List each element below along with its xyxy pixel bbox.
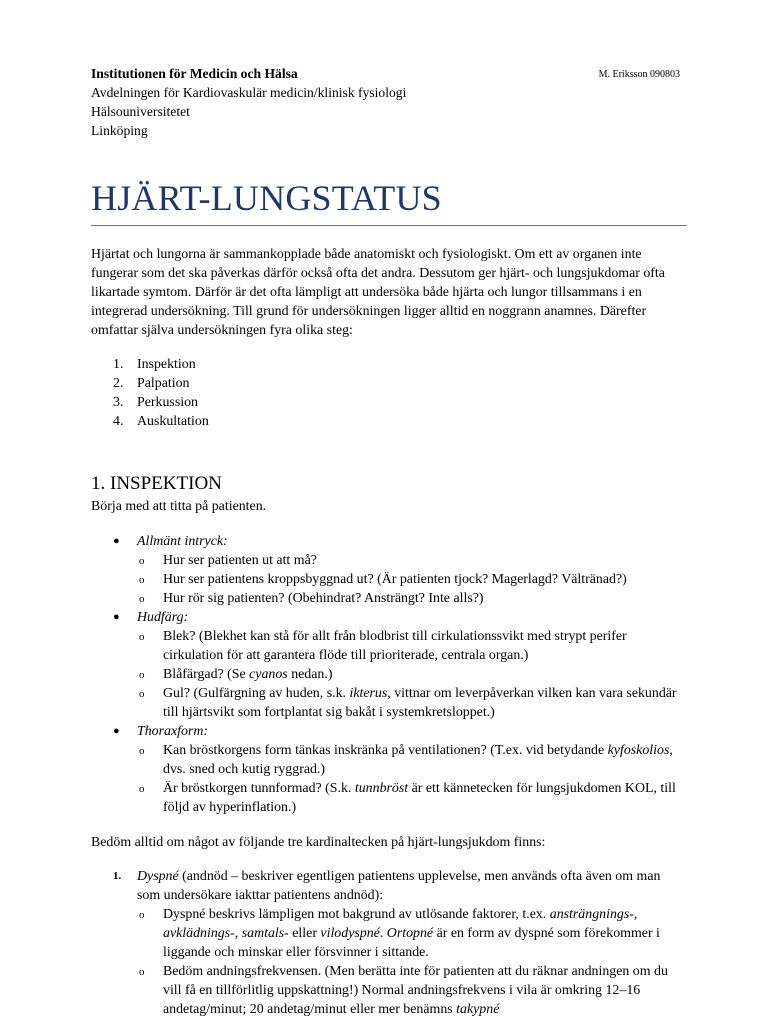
circle-bullet-icon: o	[139, 783, 145, 795]
sub-list-item: o Hur ser patienten ut att må?	[127, 551, 687, 570]
circle-bullet-icon: o	[139, 669, 145, 681]
document-title: HJÄRT-LUNGSTATUS	[91, 177, 687, 226]
sub-list-item: o Blek? (Blekhet kan stå för allt från blodbrist till cirkulationssvikt med strypt perifer cirkulation för att garantera flöde till prioriterade, centrala organ.)	[139, 629, 627, 663]
circle-bullet-icon: o	[139, 909, 145, 921]
university-name: Hälsouniversitetet	[91, 104, 190, 119]
document-page	[91, 64, 687, 1019]
sub-list-item: o Bedöm andningsfrekvensen. (Men berätta inte för patienten att du räknar andningen om du vill få en tillförlitlig uppskattning!) Normal andningsfrekvens i vila är omkring 12–16 andetag/minut; 20 andetag/minut eller mer benämns takypné	[139, 964, 668, 1017]
bullet-label: Thoraxform:	[137, 724, 208, 739]
sub-list-item: o Hur rör sig patienten? (Obehindrat? Ansträngt? Inte alls?)	[127, 589, 687, 608]
circle-bullet-icon: o	[139, 593, 145, 605]
bullet-icon: ●	[113, 535, 120, 547]
department-name: Avdelningen för Kardiovaskulär medicin/klinisk fysiologi	[91, 85, 407, 100]
kardinal-paragraph: Bedöm alltid om något av följande tre kardinaltecken på hjärt-lungsjukdom finns:	[91, 835, 546, 850]
list-item: 4. Auskultation	[113, 414, 209, 429]
circle-bullet-icon: o	[139, 966, 145, 978]
list-item: 2. Palpation	[113, 376, 190, 391]
inspection-bullets	[91, 532, 687, 817]
sub-list	[137, 905, 687, 1019]
sub-list	[137, 627, 687, 722]
circle-bullet-icon: o	[139, 574, 145, 586]
exam-steps-list	[91, 355, 687, 431]
sign-term: Dyspné	[137, 869, 179, 884]
bullet-icon: ●	[113, 725, 120, 737]
list-item	[91, 608, 687, 722]
sub-list-item: o Blåfärgad? (Se cyanos nedan.)	[127, 665, 687, 684]
sub-list-item: o Kan bröstkorgens form tänkas inskränka på ventilationen? (T.ex. vid betydande kyfoskolios, dvs. sned och kutig ryggrad.)	[139, 743, 673, 777]
bullet-icon: ●	[113, 611, 120, 623]
circle-bullet-icon: o	[139, 631, 145, 643]
circle-bullet-icon: o	[139, 688, 145, 700]
city-name: Linköping	[91, 123, 148, 138]
sub-list-item: o Dyspné beskrivs lämpligen mot bakgrund av utlösande faktorer, t.ex. ansträngnings-, avklädnings-, samtals- eller vilodyspné. Ortopné är en form av dyspné som förekommer i liggande och minskar eller försvinner i sittande.	[139, 907, 660, 960]
sub-list-item: o Gul? (Gulfärgning av huden, s.k. ikterus, vittnar om leverpåverkan vilken kan vara sekundär till hjärtsvikt som fortplantat sig bakåt i systemkretsloppet.)	[139, 686, 677, 720]
list-item: 1. Dyspné (andnöd – beskriver egentligen patientens upplevelse, men används ofta även om man som undersökare iakttar patientens andnöd): o Dyspné beskrivs lämpligen mot bakgrund av utlösande faktorer, t.ex. ansträngnings-, avklädnings-, samtals- eller vilodyspné. Ortopné är en form av dyspné som förekommer i liggande och minskar eller försvinner i sittande. o Bedöm andningsfrekvensen. (Men berätta inte för patienten att du räknar andningen om du vill få en tillförlitlig uppskattning!) Normal andningsfrekvens i vila är omkring 12–16 andetag/minut; 20 andetag/minut eller mer benämns takypné	[91, 867, 687, 1019]
list-item: 1. Inspektion	[113, 357, 196, 372]
list-item: 3. Perkussion	[113, 395, 198, 410]
circle-bullet-icon: o	[139, 555, 145, 567]
bullet-label: Hudfärg:	[137, 610, 189, 625]
sub-list-item: o Hur ser patientens kroppsbyggnad ut? (Är patienten tjock? Magerlagd? Vältränad?)	[127, 570, 687, 589]
bullet-label: Allmänt intryck:	[137, 534, 228, 549]
list-item	[91, 722, 687, 817]
institution-name: Institutionen för Medicin och Hälsa	[91, 66, 298, 81]
sub-list-item: o Är bröstkorgen tunnformad? (S.k. tunnbröst är ett kännetecken för lungsjukdomen KOL, till följd av hyperinflation.)	[139, 781, 676, 815]
circle-bullet-icon: o	[139, 745, 145, 757]
cardinal-signs-list	[91, 867, 687, 1019]
section-heading-inspektion: 1. INSPEKTION	[91, 473, 222, 494]
document-header	[91, 64, 687, 140]
sub-list	[137, 741, 687, 817]
sub-list	[137, 551, 687, 608]
section-lead: Börja med att titta på patienten.	[91, 499, 267, 514]
author-date: M. Eriksson 090803	[598, 69, 680, 80]
intro-paragraph: Hjärtat och lungorna är sammankopplade både anatomiskt och fysiologiskt. Om ett av organen inte fungerar som det ska påverkas därför också ofta det andra. Dessutom ger hjärt- och lungsjukdomar ofta likartade symtom. Därför är det ofta lämpligt att undersöka både hjärta och lungor tillsammans i en integrerad undersökning. Till grund för undersökningen ligger alltid en noggrann anamnes. Därefter omfattar själva undersökningen fyra olika steg:	[91, 247, 665, 338]
list-item	[91, 532, 687, 608]
